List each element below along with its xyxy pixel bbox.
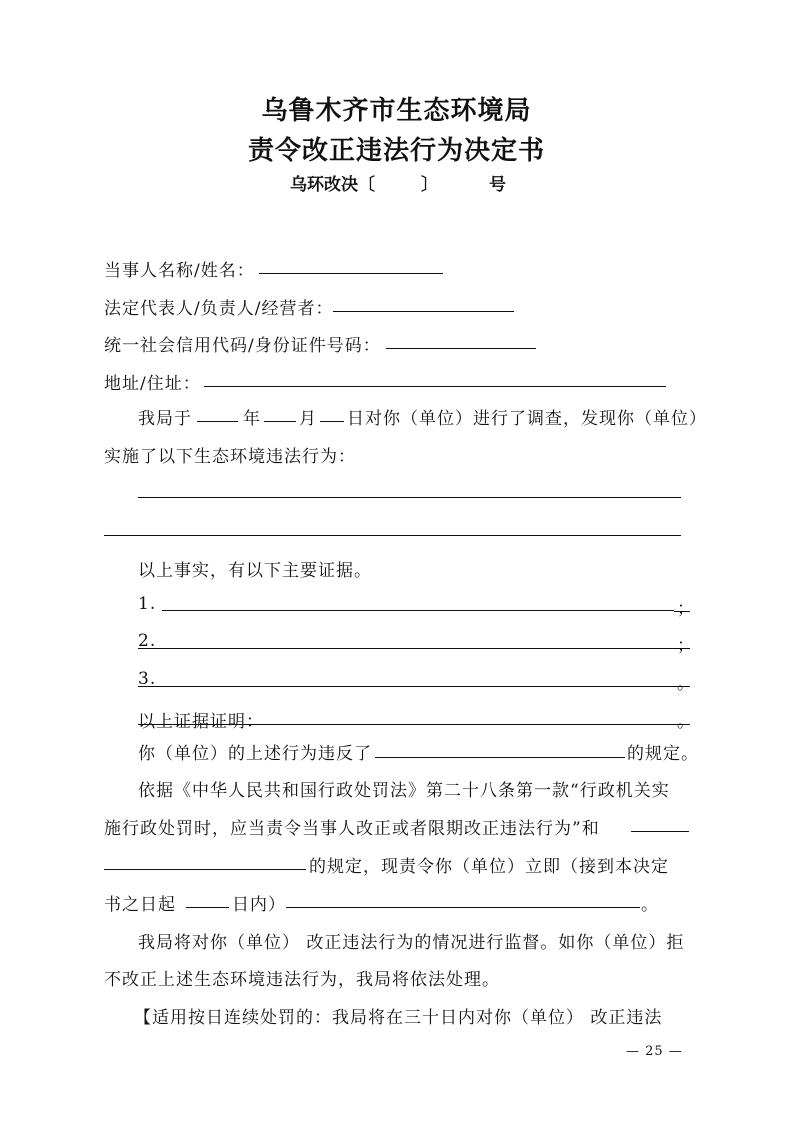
evidence-item-3-number: 3. [138,669,157,689]
doc-number-bracket: 〕 [421,175,438,195]
basis-other-law-field-2[interactable] [104,869,306,870]
day-field[interactable] [320,421,344,422]
doc-number-suffix: 号 [489,175,506,195]
investigation-text-1: 我局于 [138,409,192,429]
violation-prefix: 你（单位）的上述行为违反了 [138,744,372,764]
year-field[interactable] [197,421,238,422]
basis-line-1: 依据《中华人民共和国行政处罚法》第二十八条第一款“行政机关实 [138,781,670,801]
supervision-line-1: 我局将对你（单位） 改正违法行为的情况进行监督。如你（单位）拒 [138,933,685,953]
basis-line-4-mid: 日内） [232,895,286,915]
credit-code-label: 统一社会信用代码/身份证件号码： [104,336,381,356]
basis-other-law-field-1[interactable] [631,831,689,832]
evidence-intro: 以上事实，有以下主要证据。 [138,561,372,581]
basis-line-4-end: 。 [641,895,659,915]
evidence-item-2-number: 2. [138,631,157,651]
legal-rep-field[interactable] [333,311,514,312]
party-name-label: 当事人名称/姓名： [104,261,255,281]
basis-line-2: 施行政处罚时，应当责令当事人改正或者限期改正违法行为”和 [104,819,600,839]
document-title: 乌鲁木齐市生态环境局 [261,96,532,126]
violation-description-line-1[interactable] [138,497,681,498]
evidence-item-1-number: 1. [138,594,157,614]
address-label: 地址/住址： [104,374,201,394]
evidence-item-2-separator: ； [677,636,695,656]
proof-separator: 。 [677,712,695,732]
deadline-days-field[interactable] [186,907,229,908]
correction-content-field[interactable] [286,907,640,908]
evidence-item-1-field[interactable] [162,610,674,611]
violated-regulation-field[interactable] [375,757,625,758]
continuous-penalty-line-1: 【适用按日连续处罚的：我局将在三十日内对你（单位） 改正违法 [134,1008,663,1028]
basis-line-3: 的规定，现责令你（单位）立即（接到本决定 [309,857,669,877]
basis-line-4-prefix: 书之日起 [104,895,176,915]
violation-suffix: 的规定。 [627,744,699,764]
party-name-field[interactable] [259,273,443,274]
evidence-item-3-field[interactable] [138,686,690,687]
evidence-item-1-underline-end [674,611,690,612]
investigation-text-3: 实施了以下生态环境违法行为： [104,447,356,467]
doc-number-prefix: 乌环改决〔 [290,175,375,195]
evidence-item-1-separator: ； [677,599,695,619]
supervision-line-2: 不改正上述生态环境违法行为，我局将依法处理。 [104,970,500,990]
proof-label: 以上证据证明： [138,712,264,732]
document-subtitle: 责令改正违法行为决定书 [247,136,545,166]
month-label: 月 [299,409,317,429]
legal-rep-label: 法定代表人/负责人/经营者： [104,299,334,319]
page-number: — 25 — [626,1044,683,1059]
investigation-text-2: 日对你（单位）进行了调查，发现你（单位） [347,409,707,429]
credit-code-field[interactable] [386,348,536,349]
year-label: 年 [243,409,261,429]
month-field[interactable] [264,421,296,422]
violation-description-line-2[interactable] [104,535,681,536]
address-field[interactable] [204,386,666,387]
proof-field[interactable] [138,724,690,725]
evidence-item-3-separator: 。 [677,674,695,694]
evidence-item-2-field[interactable] [138,648,690,649]
